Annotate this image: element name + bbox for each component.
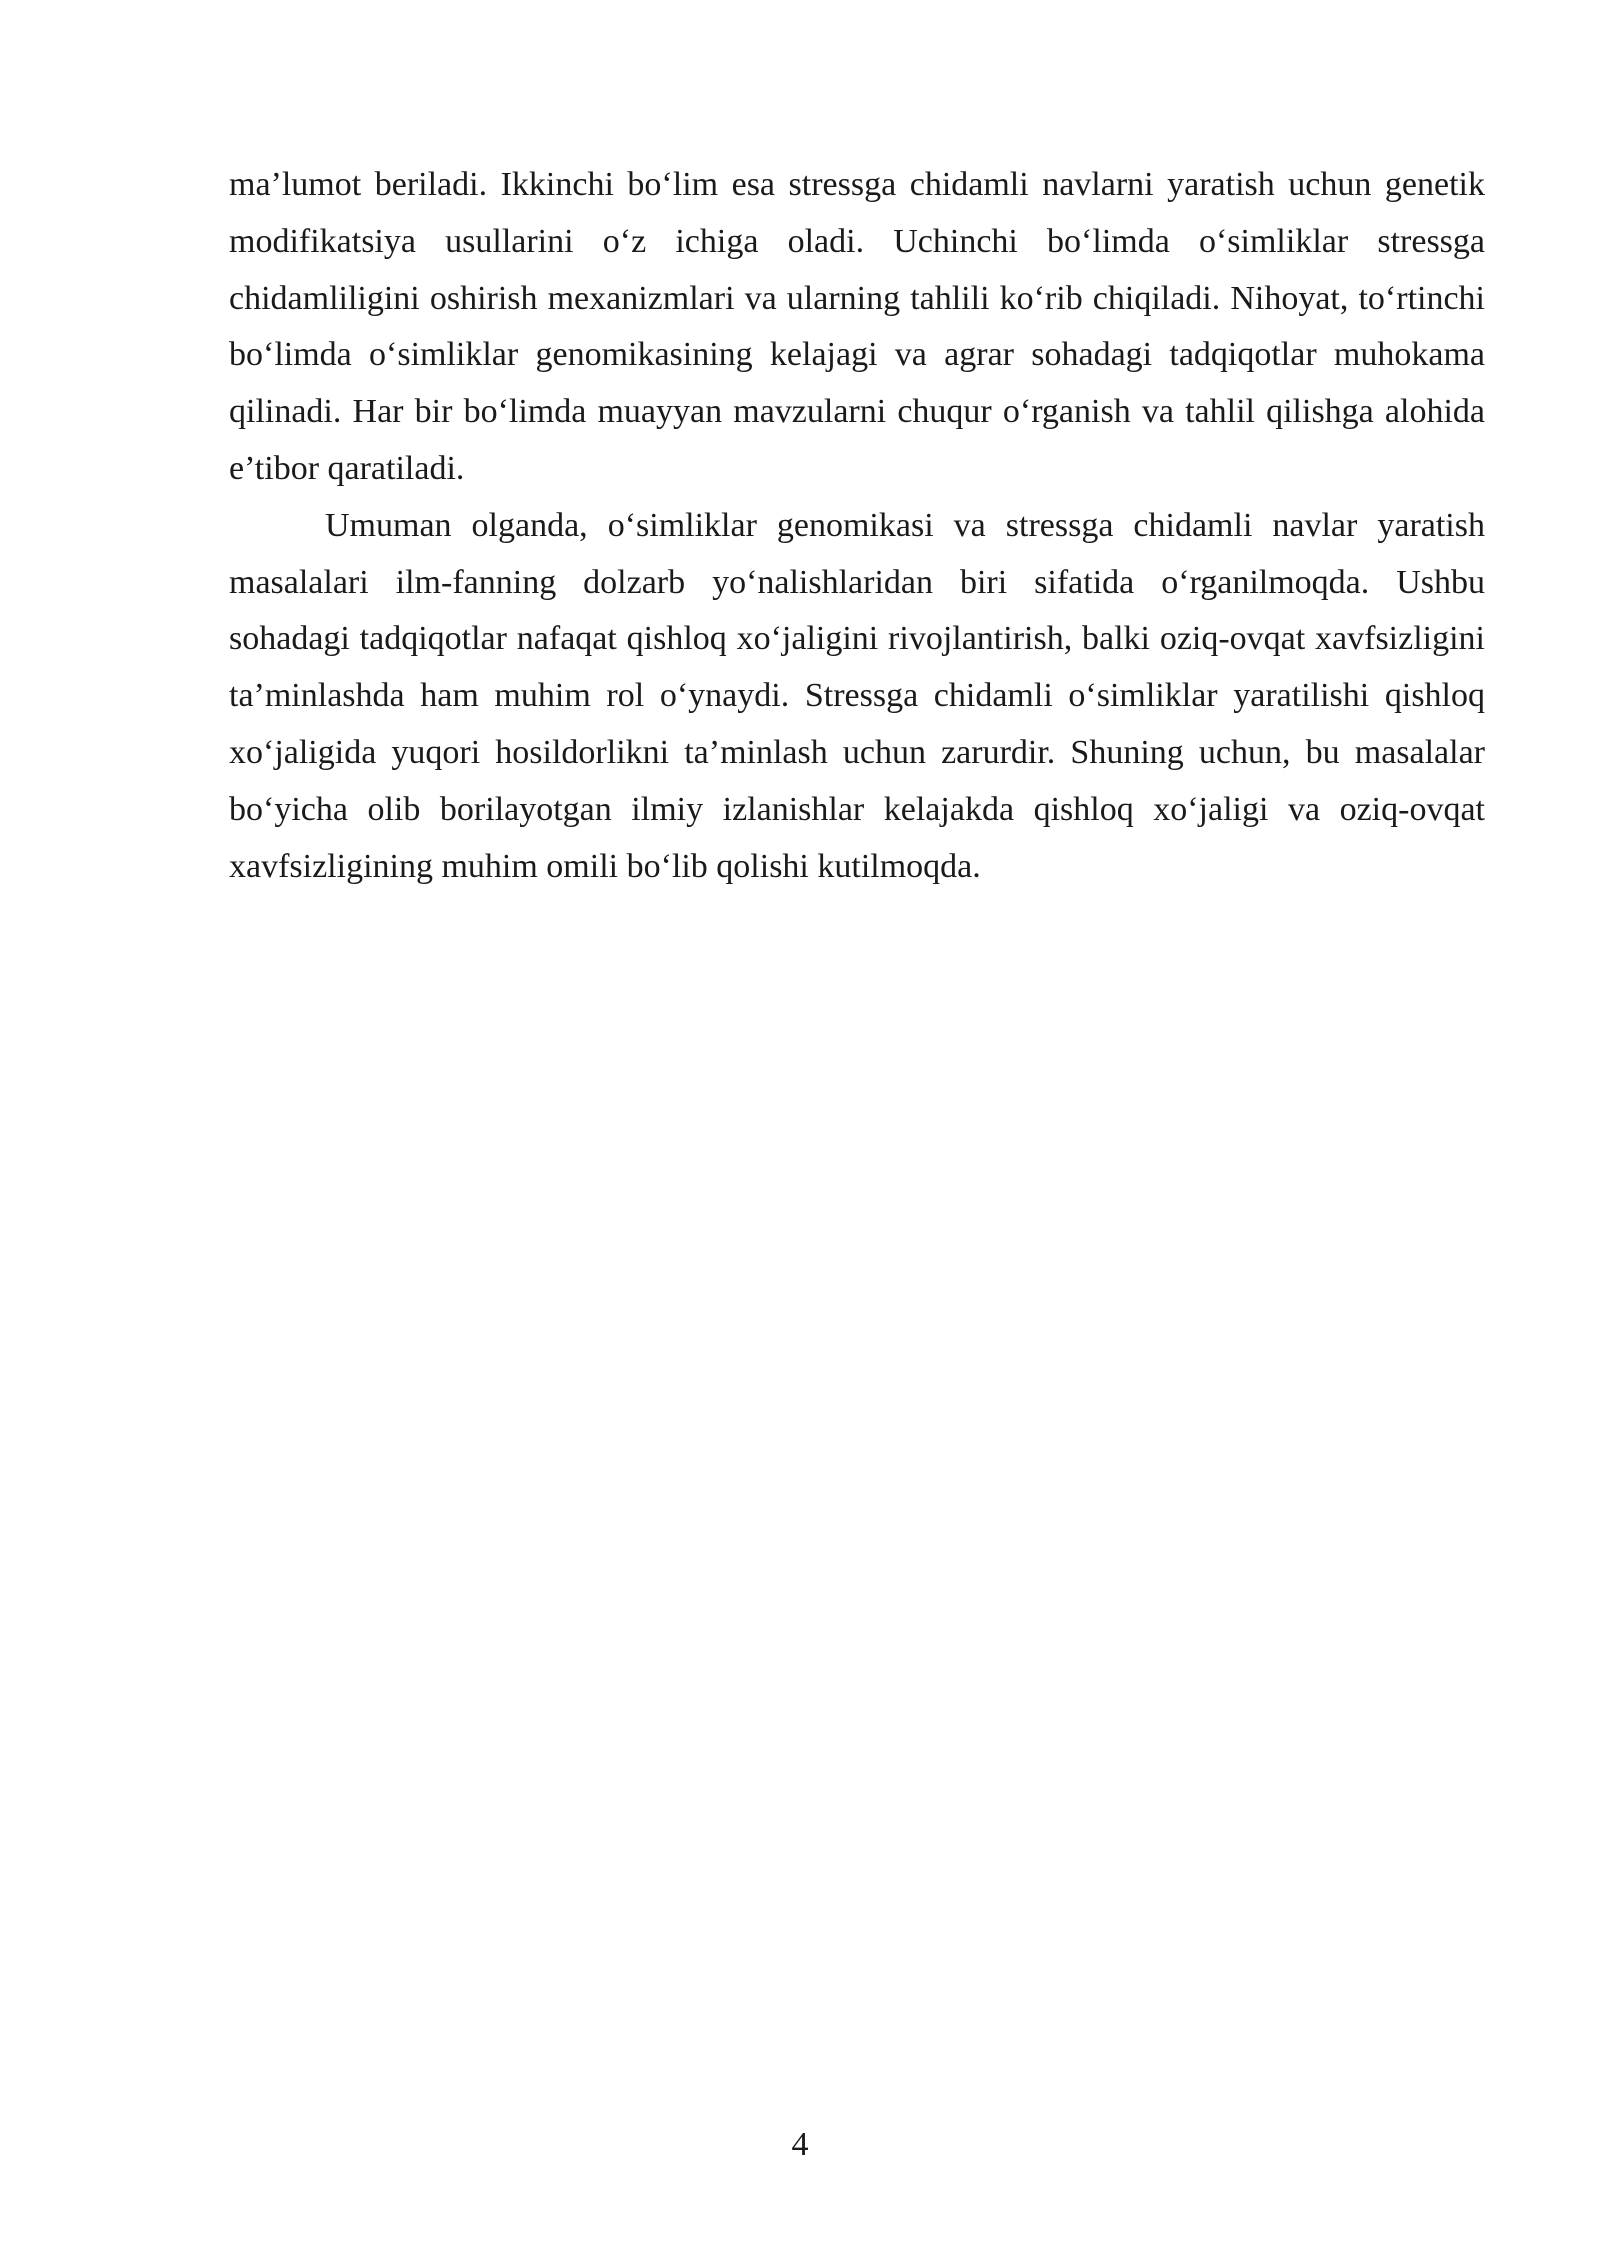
- paragraph-continued: ma’lumot beriladi. Ikkinchi bo‘lim esa stressga chidamli navlarni yaratish uchun genetik modifikatsiya usullarini o‘z ichiga oladi. Uchinchi bo‘limda o‘simliklar stressga chidamliligini oshirish mexanizmlari va ularning tahlili ko‘rib chiqiladi. Nihoyat, to‘rtinchi bo‘limda o‘simliklar genomikasining kelajagi va agrar sohadagi tadqiqotlar muhokama qilinadi. Har bir bo‘limda muayyan mavzularni chuqur o‘rganish va tahlil qilishga alohida e’tibor qaratiladi.: [229, 166, 1485, 487]
- document-body: [229, 157, 1485, 895]
- paragraph-summary: Umuman olganda, o‘simliklar genomikasi va stressga chidamli navlar yaratish masalalari ilm-fanning dolzarb yo‘nalishlaridan biri sifatida o‘rganilmoqda. Ushbu sohadagi tadqiqotlar nafaqat qishloq xo‘jaligini rivojlantirish, balki oziq-ovqat xavfsizligini ta’minlashda ham muhim rol o‘ynaydi. Stressga chidamli o‘simliklar yaratilishi qishloq xo‘jaligida yuqori hosildorlikni ta’minlash uchun zarurdir. Shuning uchun, bu masalalar bo‘yicha olib borilayotgan ilmiy izlanishlar kelajakda qishloq xo‘jaligi va oziq-ovqat xavfsizligining muhim omili bo‘lib qolishi kutilmoqda.: [229, 506, 1485, 885]
- page-number: 4: [791, 2126, 809, 2163]
